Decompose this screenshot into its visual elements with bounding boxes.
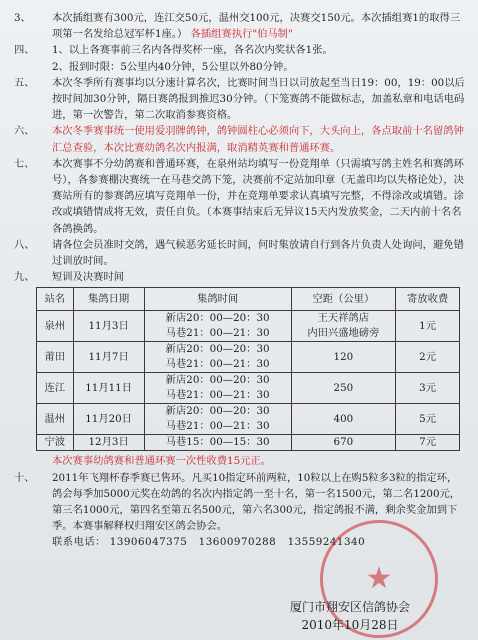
station-cell: 温州 [37,404,74,435]
time-cell [144,404,291,435]
contact-label: 联系电话： [52,536,106,549]
signature-org: 厦门市翔安区信鸽协会 [289,600,410,614]
seal-star-icon: ★ [365,561,393,596]
item-text: 本次插组赛有300元，连江交50元，温州交100元，决赛交150元。本次插组赛1的取得三项第一名发给总冠军杯1座。） [52,12,461,41]
distance-cell [291,311,396,342]
table-row [37,311,460,342]
item-9 [14,269,466,285]
fee-cell: 5元 [396,404,460,435]
fee-cell: 3元 [396,373,460,404]
column-header: 集鸽时间 [144,288,291,311]
fee-cell: 1元 [396,311,460,342]
time-line: 新店20：00—20：30 [165,374,270,387]
item-number: 八、 [14,238,35,251]
item-number: 四、 [14,44,35,57]
date-cell: 11月20日 [73,404,144,435]
column-header: 集鸽日期 [73,288,144,311]
distance-cell: 400 [291,404,396,435]
item-number: 3、 [14,12,31,24]
item-number: 五、 [14,76,35,89]
date-cell: 12月3日 [73,435,144,451]
item-number: 十、 [14,471,35,484]
column-header: 空距（公里） [291,288,396,311]
item-text: 请各位会员准时交鸽，遇气候恶劣延长时间，何时集放请自行到各片负责人处询问，避免错过训放时间。 [52,238,464,268]
item-number [14,59,52,75]
item-text: 2、报到时限：5公里内40分钟，5公里以外80分钟。 [52,60,294,73]
table-row [37,342,460,373]
phone-number: 13906047375 [109,536,188,549]
column-header: 寄放收费 [396,288,460,311]
table-header-row [37,288,460,311]
item-text: 1、以上各赛事前三名内各得奖杯一座，各名次内奖状各1张。 [52,44,333,57]
table-row [37,373,460,404]
time-line: 马巷21：00—21：30 [165,327,270,340]
time-cell [144,342,291,373]
time-cell: 马巷15：00—15：30 [144,435,291,451]
item-6 [14,123,466,155]
time-cell [144,311,291,342]
time-line: 马巷21：00—21：30 [165,389,270,402]
time-line: 马巷21：00—21：30 [165,358,270,371]
phone-number: 13600970288 [198,536,277,549]
distance-cell: 670 [291,435,396,451]
fee-cell: 7元 [396,435,460,451]
distance-cell: 250 [291,373,396,404]
table-row [37,435,460,451]
table-row [37,404,460,435]
item-3 [14,10,466,42]
item-5 [14,75,466,124]
date-cell: 11月11日 [73,373,144,404]
item-number: 九、 [14,271,35,284]
item-text-red: 各插组赛执行"伯马制" [190,28,293,41]
date-cell: 11月7日 [73,342,144,373]
item-text: 短训及决赛时间 [52,271,125,284]
item-4 [14,42,466,58]
item-7 [14,156,466,237]
item-number: 七、 [14,157,35,170]
station-cell: 连江 [37,373,74,404]
signature-date: 2010年10月28日 [301,618,399,632]
phone-number: 13559241340 [287,536,366,549]
item-4-sub [14,59,466,75]
column-header: 站名 [37,288,74,311]
schedule-table [36,287,460,451]
time-line: 新店20：00—20：30 [165,405,270,418]
date-cell: 11月3日 [73,311,144,342]
item-text: 本次赛事不分幼鸽赛和普通环赛，在泉州站均填写一份竞翔单（只需填写鸽主姓名和赛鸽环号），各参赛棚决赛统一在马巷交鸽下笼，决赛前不定站加印章（无盖印均以失格论处），决赛站所有的参赛鸽应填写竞翔单一份，并在竞翔单要求认真填写完整，不得涂改或填错。涂改或填错情成将无效，责任自负。（本赛事结束后无异议15天内发放奖金，二天内前十名名各鸽换鸽。 [52,157,464,235]
distance-line: 内田兴盛地磅旁 [307,327,380,340]
item-8 [14,237,466,269]
station-cell: 莆田 [37,342,74,373]
item-text-red: 本次冬季赛事统一使用爱羽牌鸽钟，鸽钟圆柱心必须向下，大头向上，各点取前十名留鸽钟汇总查验，本次比赛幼鸽名次内报满，取消精英赛和普通环赛。 [52,125,464,154]
signature-block [290,598,410,634]
item-number: 六、 [14,125,35,138]
station-cell: 泉州 [37,311,74,342]
item-text: 本次冬季所有赛事均以分速计算名次，比赛时间当日以司放起至当日19：00，19：00以后按时间加30分钟，隔日赛鸽报到推迟30分钟。（下笼赛鸽不能做标志，加盖私章和电话电码进，第一次警告，第二次取消参赛资格。 [52,76,465,122]
time-line: 马巷21：00—21：30 [165,420,270,433]
station-cell: 宁波 [37,435,74,451]
distance-cell: 120 [291,342,396,373]
time-line: 新店20：00—20：30 [165,312,270,325]
item-text: 2011年飞翔杯春季赛已售环。凡买10指定环前两粒，10粒以上在购5粒多3粒的指定环，鸽会每季加5000元奖在幼鸽的名次内指定鸽一至十名，第一名1500元，第二名1200元，第三名1000元，第四名至第五名500元，第六名300元，指定鸽报不满，剩余奖金加到下季。本赛事解释权归翔安区鸽会协会。 [52,471,461,533]
time-line: 新店20：00—20：30 [165,343,270,356]
time-cell [144,373,291,404]
fee-note-red: 本次赛事幼鸽赛和普通环赛一次性收费15元正。 [52,455,272,468]
fee-cell: 2元 [396,342,460,373]
distance-line: 王天祥鸽店 [317,312,370,325]
